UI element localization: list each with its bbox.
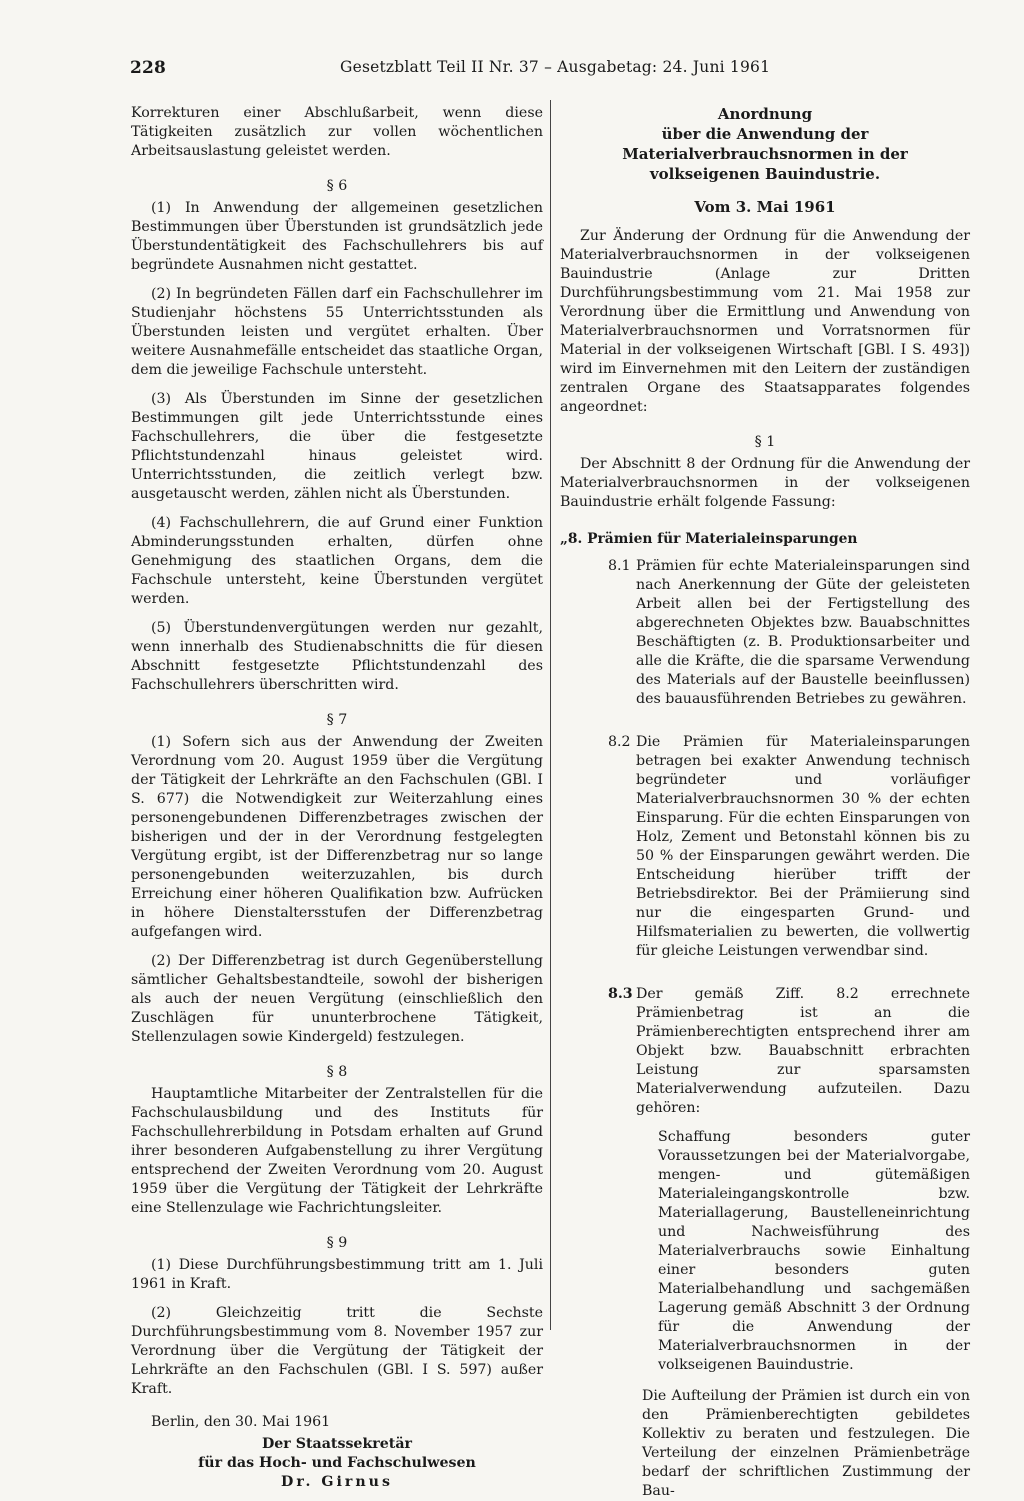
place-and-date: Berlin, den 30. Mai 1961 — [151, 1414, 331, 1430]
signer-title: Der Staatssekretär — [261, 1436, 413, 1452]
section-1-text: Der Abschnitt 8 der Ordnung für die Anwendung der Materialverbrauchsnormen in der volkseigenen Bauindustrie erhält folgende Fassung: — [560, 456, 970, 510]
decree-title: Anordnung — [717, 105, 813, 123]
section-8-heading: § 8 — [326, 1064, 348, 1080]
signer-ministry: für das Hoch- und Fachschulwesen — [198, 1455, 476, 1471]
right-column — [560, 104, 970, 1501]
decree-date: Vom 3. Mai 1961 — [694, 198, 836, 216]
decree-intro: Zur Änderung der Ordnung für die Anwendung der Materialverbrauchsnormen in der volkseigenen Bauindustrie (Anlage zur Dritten Durchführungsbestimmung vom 21. Mai 1958 zur Verordnung über die Ermittlung und Anwendung von Materialverbrauchsnormen und Vorratsnormen für Material in der volkseigenen Wirtschaft [GBl. I S. 493]) wird im Einvernehmen mit den Leitern der zuständigen zentralen Organe des Staatsapparates folgendes angeordnet: — [560, 228, 970, 415]
running-title: Gesetzblatt Teil II Nr. 37 – Ausgabetag: 24. Juni 1961 — [340, 58, 771, 76]
item-8-1-number: 8.1 — [608, 558, 631, 574]
section-6-para-4: (4) Fachschullehrern, die auf Grund einer Funktion Abminderungsstunden erhalten, dürfen ohne Genehmigung des staatlichen Organs, dem die Fachschule untersteht, keine Überstunden vergütet werden. — [131, 515, 543, 607]
page-number: 228 — [130, 58, 167, 78]
section-8-para-1: Hauptamtliche Mitarbeiter der Zentralstellen für die Fachschulausbildung und des Instituts für Fachschullehrerbildung in Potsdam erhalten auf Grund ihrer besonderen Aufgabenstellung zu ihrer Vergütung entsprechend der Zweiten Verordnung vom 20. August 1959 über die Vergütung der Tätigkeit der Lehrkräfte eine Stellenzulage wie Fachrichtungsleiter. — [131, 1086, 543, 1216]
subsection-8-heading: „8. Prämien für Materialeinsparungen — [560, 531, 858, 547]
section-6-para-3: (3) Als Überstunden im Sinne der gesetzlichen Bestimmungen gilt jede Unterrichtsstunde eines Fachschullehrers, die über die festgesetzte Pflichtstundenzahl hinaus geleistet wird. Unterrichtsstunden, die zeitlich verlegt bzw. ausgetauscht werden, zählen nicht als Überstunden. — [131, 391, 543, 502]
decree-subtitle: über die Anwendung der Materialverbrauchsnormen in der volkseigenen Bauindustrie. — [622, 125, 908, 183]
section-9-para-1: (1) Diese Durchführungsbestimmung tritt am 1. Juli 1961 in Kraft. — [131, 1257, 543, 1292]
column-divider — [550, 100, 551, 1330]
item-8-3-number: 8.3 — [608, 986, 633, 1002]
signer-name: Dr. Girnus — [281, 1474, 393, 1490]
left-column — [131, 104, 543, 1492]
item-8-2-text: Die Prämien für Materialeinsparungen betragen bei exakter Anwendung technisch begründeter und vorläufiger Materialverbrauchsnormen 30 % der echten Einsparung. Für die echten Einsparungen von Holz, Zement und Betonstahl können bis zu 50 % der Einsparungen gewährt werden. Die Entscheidung hierüber trifft der Betriebsdirektor. Bei der Prämiierung sind nur die eingesparten Grund- und Hilfsmaterialien zu bewerten, die vollwertig für gleiche Leistungen verwendbar sind. — [636, 734, 970, 959]
item-8-1-text: Prämien für echte Materialeinsparungen sind nach Anerkennung der Güte der geleisteten Arbeit allen bei der Fertigstellung des abgerechneten Objektes bzw. Bauabschnittes Beschäftigten (z. B. Produktionsarbeiter und alle die Kräfte, die die sparsame Verwendung des Materials auf der Baustelle beeinflussen) des bauausführenden Betriebes zu gewähren. — [636, 558, 970, 707]
item-8-3-text: Der gemäß Ziff. 8.2 errechnete Prämienbetrag ist an die Prämienberechtigten entsprechend ihrer am Objekt bzw. Bauabschnitt erbrachten Leistung zur sparsamsten Materialverwendung aufzuteilen. Dazu gehören: — [636, 986, 970, 1116]
section-6-para-2: (2) In begründeten Fällen darf ein Fachschullehrer im Studienjahr höchstens 55 Unterrichtsstunden als Überstunden leisten und vergütet erhalten. Über weitere Ausnahmefälle entscheidet das staatliche Organ, dem die jeweilige Fachschule untersteht. — [131, 286, 543, 378]
item-8-3-list: Schaffung besonders guter Voraussetzungen bei der Materialvorgabe, mengen- und gütemäßigen Materialeingangskontrolle bzw. Materiallagerung, Baustelleneinrichtung und Nachweisführung des Materialverbrauchs sowie Einhaltung einer besonders guten Materialbehandlung und sachgemäßen Lagerung gemäß Abschnitt 3 der Ordnung für die Anwendung der Materialverbrauchsnormen in der volkseigenen Bauindustrie. — [658, 1129, 970, 1373]
item-8-2-number: 8.2 — [608, 734, 631, 750]
section-9-para-2: (2) Gleichzeitig tritt die Sechste Durchführungsbestimmung vom 8. November 1957 zur Verordnung über die Vergütung der Tätigkeit der Lehrkräfte an den Fachschulen (GBl. I S. 597) außer Kraft. — [131, 1305, 543, 1397]
continued-paragraph: Korrekturen einer Abschlußarbeit, wenn diese Tätigkeiten zusätzlich zur vollen wöchentlichen Arbeitsauslastung geleistet werden. — [131, 105, 543, 159]
item-8-3 — [560, 985, 970, 1118]
item-8-1 — [560, 557, 970, 709]
section-1-heading: § 1 — [754, 434, 776, 450]
section-7-para-2: (2) Der Differenzbetrag ist durch Gegenüberstellung sämtlicher Gehaltsbestandteile, sowohl der bisherigen als auch der neuen Vergütung (einschließlich den Zuschlägen für ununterbrochene Tätigkeit, Stellenzulagen sowie Kindergeld) festzulegen. — [131, 953, 543, 1045]
item-8-3-paragraph: Die Aufteilung der Prämien ist durch ein von den Prämienberechtigten gebildetes Kollektiv zu beraten und festzulegen. Die Verteilung der einzelnen Prämienbeträge bedarf der schriftlichen Zustimmung der Bau- — [642, 1388, 970, 1499]
section-7-para-1: (1) Sofern sich aus der Anwendung der Zweiten Verordnung vom 20. August 1959 über die Vergütung der Tätigkeit der Lehrkräfte an den Fachschulen (GBl. I S. 677) die Notwendigkeit zur Weiterzahlung eines personengebundenen Differenzbetrages zwischen der bisherigen und der in der Verordnung festgelegten Vergütung ergibt, ist der Differenzbetrag nur so lange personengebunden weiterzuzahlen, bis durch Erreichung einer höheren Qualifikation bzw. Aufrücken in höhere Dienstaltersstufen der Differenzbetrag aufgefangen wird. — [131, 734, 543, 940]
section-6-para-1: (1) In Anwendung der allgemeinen gesetzlichen Bestimmungen über Überstunden ist grundsätzlich jede Überstundentätigkeit des Fachschullehrers bis auf begründete Ausnahmen nicht gestattet. — [131, 200, 543, 273]
section-6-para-5: (5) Überstundenvergütungen werden nur gezahlt, wenn innerhalb des Studienabschnitts die für diesen Abschnitt festgesetzte Pflichtstundenzahl des Fachschullehrers überschritten wird. — [131, 620, 543, 693]
section-6-heading: § 6 — [326, 178, 348, 194]
section-9-heading: § 9 — [326, 1235, 348, 1251]
item-8-2 — [560, 733, 970, 961]
section-7-heading: § 7 — [326, 712, 348, 728]
